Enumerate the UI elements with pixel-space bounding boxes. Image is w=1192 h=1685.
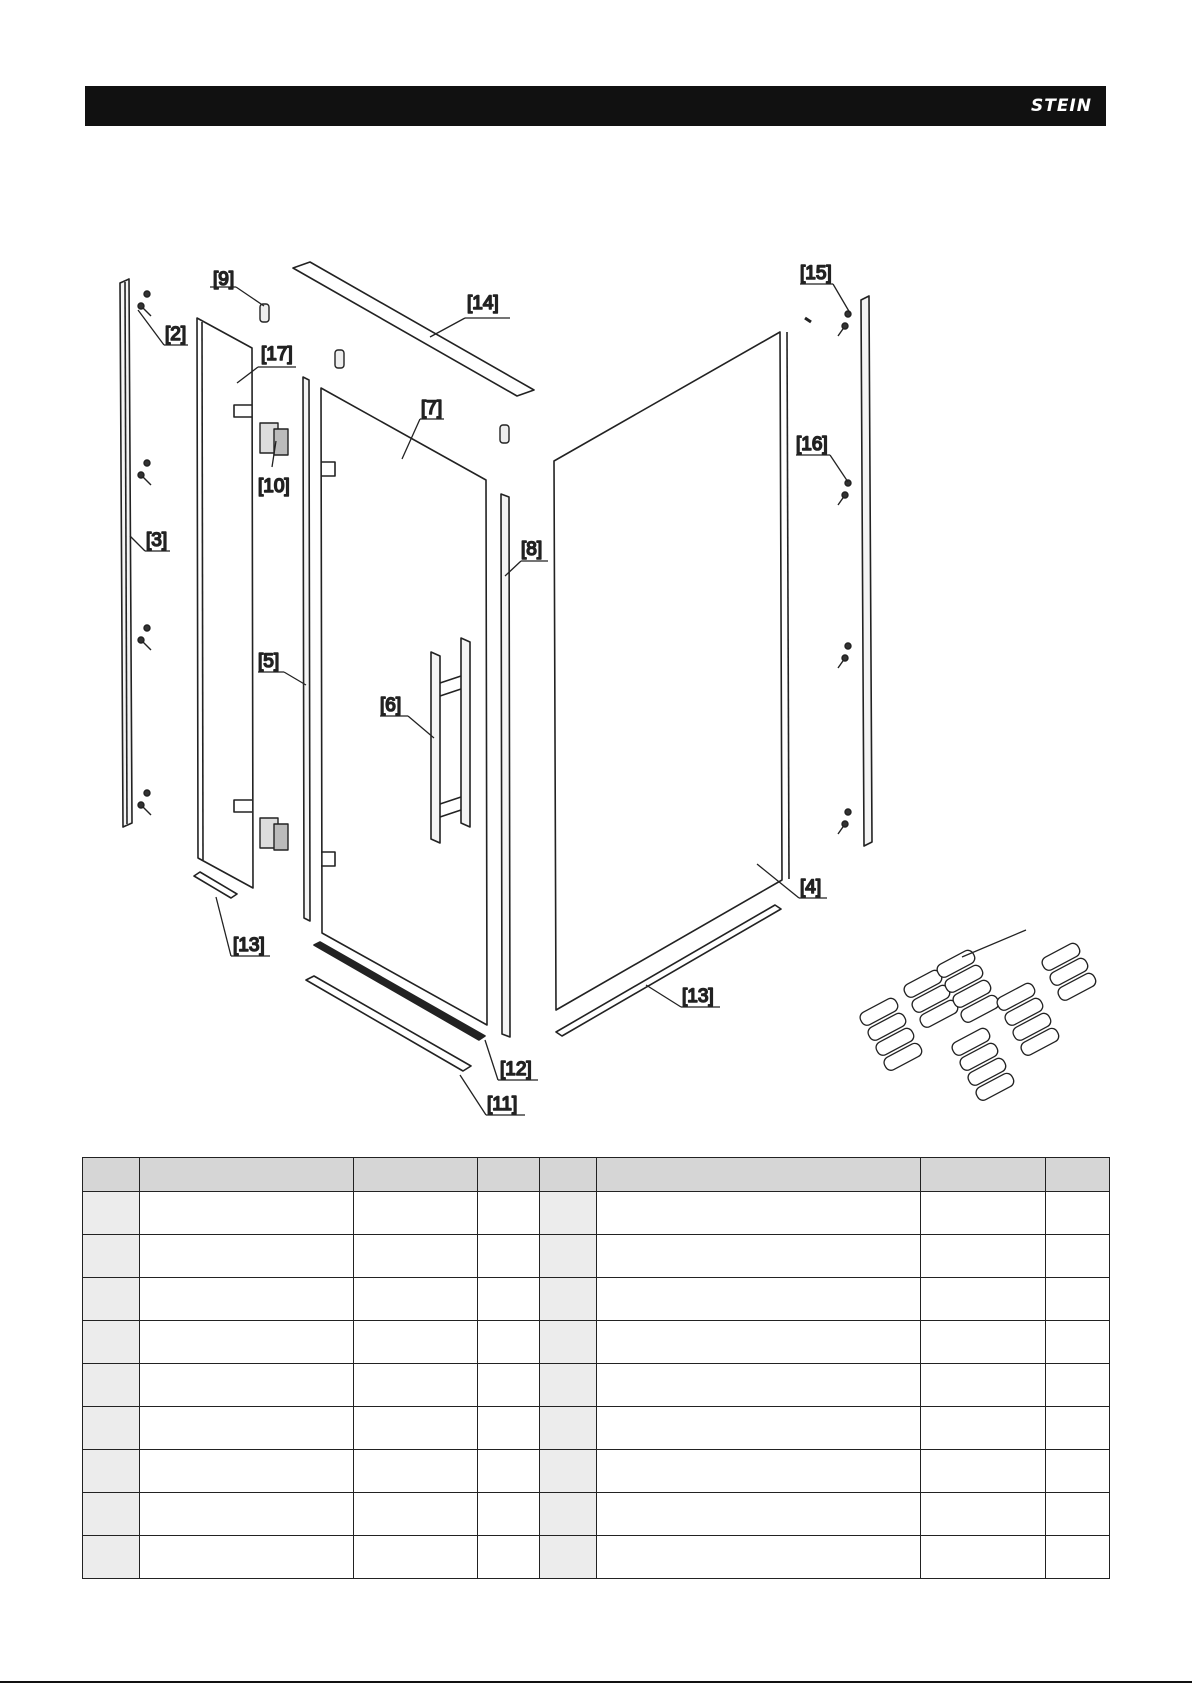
table-cell [478,1364,540,1407]
callout-8: [8] [521,539,543,560]
hinge-pins [260,304,509,443]
callout-9: [9] [213,269,235,290]
table-cell [83,1278,140,1321]
table-cell [921,1450,1046,1493]
table-cell [140,1278,354,1321]
side-panel-right [554,332,789,1010]
table-cell [354,1536,478,1579]
table-cell [540,1450,597,1493]
footer-line [0,1681,1192,1683]
callout-13-right: [13] [682,986,714,1007]
table-header-cell [597,1158,921,1192]
spacer-shims [858,930,1098,1102]
table-cell [597,1407,921,1450]
table-cell [354,1321,478,1364]
screws-left [138,291,151,815]
table-cell [1046,1450,1110,1493]
table-cell [354,1192,478,1235]
table-header-cell [1046,1158,1110,1192]
table-cell [597,1450,921,1493]
table-cell [83,1493,140,1536]
callout-11: [11] [487,1094,518,1115]
table-cell [921,1364,1046,1407]
table-cell [597,1192,921,1235]
table-cell [540,1536,597,1579]
callout-17: [17] [261,344,293,365]
table-cell [354,1407,478,1450]
table-cell [540,1493,597,1536]
table-row [83,1407,1110,1450]
table-cell [478,1235,540,1278]
top-bar [293,262,534,396]
table-cell [597,1364,921,1407]
table-cell [540,1321,597,1364]
table-cell [140,1235,354,1278]
table-cell [921,1192,1046,1235]
table-row [83,1450,1110,1493]
table-cell [478,1278,540,1321]
table-cell [140,1493,354,1536]
table-cell [83,1321,140,1364]
table-header-cell [478,1158,540,1192]
table-header-row [83,1158,1110,1192]
table-header-cell [921,1158,1046,1192]
table-cell [921,1235,1046,1278]
table-cell [354,1278,478,1321]
seal-strip [303,377,310,921]
table-row [83,1536,1110,1579]
table-cell [478,1493,540,1536]
callout-15: [15] [800,263,832,284]
table-cell [354,1364,478,1407]
callout-5: [5] [258,651,280,672]
callout-2: [2] [165,324,187,345]
table-cell [83,1235,140,1278]
table-cell [921,1536,1046,1579]
screws-right [805,311,851,834]
table-cell [540,1364,597,1407]
wall-profile-left [120,279,132,827]
table-cell [1046,1407,1110,1450]
table-cell [478,1536,540,1579]
table-cell [83,1364,140,1407]
table-cell [597,1278,921,1321]
table-cell [1046,1278,1110,1321]
table-cell [140,1364,354,1407]
table-cell [478,1407,540,1450]
table-cell [354,1493,478,1536]
table-cell [140,1321,354,1364]
table-cell [540,1235,597,1278]
table-cell [1046,1192,1110,1235]
table-cell [478,1192,540,1235]
table-cell [1046,1493,1110,1536]
table-cell [140,1450,354,1493]
table-cell [140,1192,354,1235]
table-row [83,1235,1110,1278]
table-header-cell [540,1158,597,1192]
callout-7: [7] [421,398,443,419]
table-cell [354,1450,478,1493]
table-cell [140,1536,354,1579]
table-cell [921,1321,1046,1364]
callout-13-left: [13] [233,935,265,956]
table-cell [597,1235,921,1278]
table-cell [1046,1536,1110,1579]
callout-10: [10] [258,476,290,497]
table-cell [1046,1364,1110,1407]
parts-table [82,1157,1110,1579]
table-cell [921,1493,1046,1536]
table-cell [478,1321,540,1364]
callout-14: [14] [467,293,499,314]
table-row [83,1364,1110,1407]
table-cell [921,1278,1046,1321]
table-cell [354,1235,478,1278]
table-row [83,1278,1110,1321]
fixed-glass-panel [197,318,253,888]
table-cell [1046,1235,1110,1278]
table-cell [140,1407,354,1450]
table-cell [540,1192,597,1235]
table-cell [597,1321,921,1364]
table-cell [597,1536,921,1579]
table-cell [921,1407,1046,1450]
table-cell [1046,1321,1110,1364]
wall-profile-right [861,296,872,846]
parts-table-body [83,1158,1110,1579]
table-cell [83,1192,140,1235]
table-row [83,1321,1110,1364]
table-cell [83,1536,140,1579]
callout-6: [6] [380,695,402,716]
table-cell [540,1278,597,1321]
table-cell [478,1450,540,1493]
table-header-cell [354,1158,478,1192]
table-row [83,1192,1110,1235]
callout-4: [4] [800,877,822,898]
callout-3: [3] [146,530,168,551]
table-header-cell [140,1158,354,1192]
brand-logo: STEIN [1030,96,1092,116]
table-header-cell [83,1158,140,1192]
table-cell [540,1407,597,1450]
callout-16: [16] [796,434,828,455]
callout-12: [12] [500,1059,532,1080]
table-cell [83,1450,140,1493]
table-cell [83,1407,140,1450]
table-row [83,1493,1110,1536]
table-cell [597,1493,921,1536]
